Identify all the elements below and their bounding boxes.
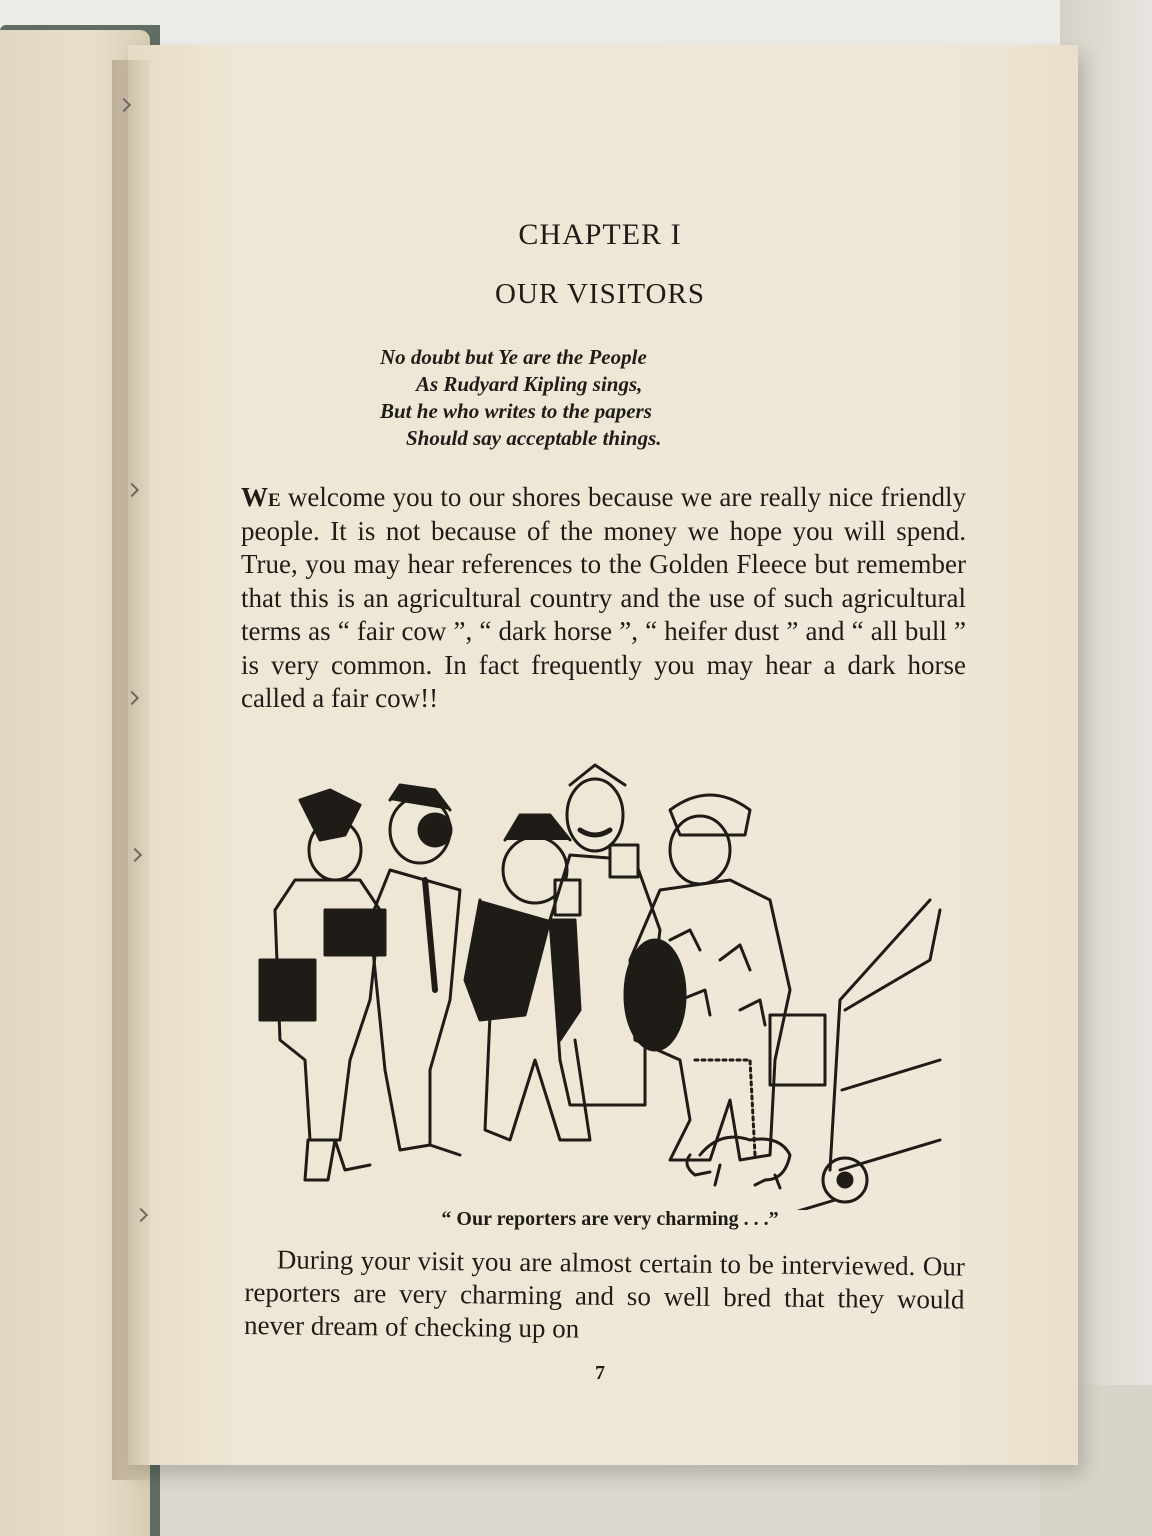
epigraph-line: No doubt but Ye are the People [380,345,647,369]
epigraph-line: But he who writes to the papers [380,399,652,423]
illustration-caption: “ Our reporters are very charming . . .” [441,1208,779,1230]
page-gutter-shadow [112,60,150,1480]
paragraph-lead-word: We [241,482,281,512]
body-paragraph-2: During your visit you are almost certain to be interviewed. Our reporters are very charming and so well bred that they would never dream of checking up on [243,1244,965,1344]
epigraph [380,344,820,452]
epigraph-line: Should say acceptable things. [406,426,662,450]
paragraph-text: welcome you to our shores because we are really nice friendly people. It is not because of the money we hope you will spend. True, you may hear references to the Golden Fleece but remember that this is an agricultural country and the use of such agricultural terms as “ fair cow ”, “ dark horse ”, “ heifer dust ” and “ all bull ” is very common. In fact frequently you may hear a dark horse called a fair cow!! [241,482,966,713]
page-number: 7 [595,1362,605,1384]
body-paragraph-1 [241,481,966,716]
chapter-title: OUR VISITORS [495,278,705,310]
reporters-cartoon-illustration [250,760,950,1210]
epigraph-line: As Rudyard Kipling sings, [416,372,643,396]
chapter-heading: CHAPTER I [518,218,682,251]
